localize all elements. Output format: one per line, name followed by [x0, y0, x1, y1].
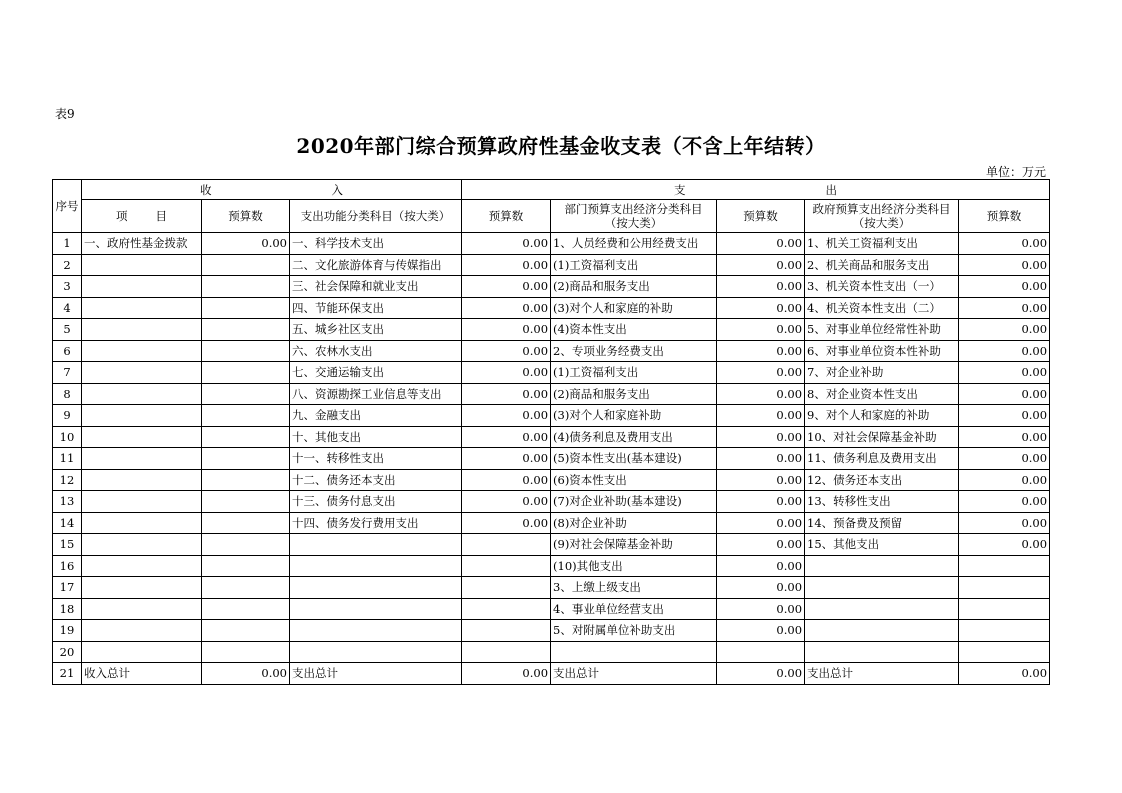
table-row [53, 297, 1050, 319]
table-row [53, 663, 1050, 685]
income-item-cell [82, 319, 202, 341]
gov-econ-budget-cell: 0.00 [959, 340, 1050, 362]
table-row [53, 620, 1050, 642]
function-class-item-cell: 九、金融支出 [290, 405, 462, 427]
income-budget-cell [202, 340, 290, 362]
gov-econ-item-cell: 8、对企业资本性支出 [805, 383, 959, 405]
income-budget-cell [202, 276, 290, 298]
dept-econ-item-cell: 支出总计 [551, 663, 717, 685]
income-budget-cell [202, 534, 290, 556]
table-row [53, 534, 1050, 556]
function-class-item-cell [290, 620, 462, 642]
function-class-budget-cell: 0.00 [462, 383, 551, 405]
function-class-budget-cell: 0.00 [462, 469, 551, 491]
gov-econ-budget-cell: 0.00 [959, 254, 1050, 276]
income-budget-cell [202, 297, 290, 319]
dept-econ-budget-cell: 0.00 [717, 319, 805, 341]
function-class-item-cell: 八、资源勘探工业信息等支出 [290, 383, 462, 405]
item-header-b: 目 [155, 209, 167, 223]
row-number-cell: 7 [53, 362, 82, 384]
dept-econ-item-cell: 3、上缴上级支出 [551, 577, 717, 599]
gov-econ-item-cell: 3、机关资本性支出（一） [805, 276, 959, 298]
function-class-item-cell: 二、文化旅游体育与传媒指出 [290, 254, 462, 276]
table-row [53, 555, 1050, 577]
gov-econ-item-cell: 15、其他支出 [805, 534, 959, 556]
expense-header-b: 出 [825, 182, 838, 197]
table-row [53, 254, 1050, 276]
income-item-cell [82, 641, 202, 663]
dept-econ-item-cell: (5)资本性支出(基本建设) [551, 448, 717, 470]
table-row [53, 469, 1050, 491]
income-budget-cell [202, 598, 290, 620]
function-class-budget-cell: 0.00 [462, 276, 551, 298]
function-class-budget-cell [462, 534, 551, 556]
table-row [53, 319, 1050, 341]
income-item-cell [82, 362, 202, 384]
dept-econ-item-cell: (3)对个人和家庭的补助 [551, 297, 717, 319]
expense-header-a: 支 [674, 182, 686, 197]
table-row [53, 233, 1050, 255]
gov-econ-item-cell [805, 598, 959, 620]
dept-econ-item-cell: 4、事业单位经营支出 [551, 598, 717, 620]
function-class-budget-cell: 0.00 [462, 254, 551, 276]
gov-econ-item-cell: 13、转移性支出 [805, 491, 959, 513]
income-budget-cell [202, 254, 290, 276]
expense-header [462, 180, 1050, 200]
gov-econ-item-cell: 10、对社会保障基金补助 [805, 426, 959, 448]
table-row [53, 383, 1050, 405]
dept-econ-budget-cell: 0.00 [717, 405, 805, 427]
gov-econ-budget-cell: 0.00 [959, 362, 1050, 384]
function-class-item-cell: 七、交通运输支出 [290, 362, 462, 384]
dept-econ-item-cell: (1)工资福利支出 [551, 254, 717, 276]
income-item-cell [82, 555, 202, 577]
dept-econ-budget-cell: 0.00 [717, 512, 805, 534]
dept-econ-item-cell: (10)其他支出 [551, 555, 717, 577]
table-row [53, 641, 1050, 663]
row-number-cell: 6 [53, 340, 82, 362]
income-budget-cell [202, 491, 290, 513]
gov-econ-budget-cell [959, 598, 1050, 620]
gov-econ-budget-cell: 0.00 [959, 405, 1050, 427]
dept-econ-item-cell [551, 641, 717, 663]
row-number-cell: 2 [53, 254, 82, 276]
income-budget-cell [202, 620, 290, 642]
dept-econ-item-cell: (2)商品和服务支出 [551, 276, 717, 298]
func-budget-header: 预算数 [462, 200, 551, 233]
income-budget-cell [202, 405, 290, 427]
gov-econ-budget-cell: 0.00 [959, 491, 1050, 513]
dept-econ-budget-cell: 0.00 [717, 555, 805, 577]
row-number-cell: 21 [53, 663, 82, 685]
income-budget-cell [202, 319, 290, 341]
func-class-header: 支出功能分类科目（按大类） [290, 200, 462, 233]
dept-econ-item-cell: (7)对企业补助(基本建设) [551, 491, 717, 513]
function-class-item-cell [290, 641, 462, 663]
item-header-a: 项 [116, 209, 128, 223]
income-item-cell [82, 598, 202, 620]
row-number-cell: 16 [53, 555, 82, 577]
function-class-item-cell: 一、科学技术支出 [290, 233, 462, 255]
dept-econ-budget-cell: 0.00 [717, 297, 805, 319]
unit-label: 单位：万元 [985, 165, 1046, 179]
gov-econ-budget-cell: 0.00 [959, 469, 1050, 491]
gov-econ-budget-cell: 0.00 [959, 426, 1050, 448]
income-item-cell [82, 491, 202, 513]
function-class-budget-cell: 0.00 [462, 297, 551, 319]
dept-budget-header: 预算数 [717, 200, 805, 233]
dept-econ-header-line1: 部门预算支出经济分类科目 [564, 202, 703, 216]
income-budget-cell [202, 362, 290, 384]
row-number-cell: 18 [53, 598, 82, 620]
dept-econ-budget-cell: 0.00 [717, 233, 805, 255]
gov-econ-item-cell: 11、债务利息及费用支出 [805, 448, 959, 470]
gov-econ-item-cell: 1、机关工资福利支出 [805, 233, 959, 255]
income-budget-cell: 0.00 [202, 233, 290, 255]
budget-table [52, 179, 1050, 685]
row-number-cell: 12 [53, 469, 82, 491]
gov-econ-item-cell: 12、债务还本支出 [805, 469, 959, 491]
gov-econ-budget-cell: 0.00 [959, 297, 1050, 319]
gov-econ-budget-cell: 0.00 [959, 512, 1050, 534]
row-number-cell: 19 [53, 620, 82, 642]
income-budget-cell: 0.00 [202, 663, 290, 685]
income-item-cell [82, 297, 202, 319]
function-class-budget-cell [462, 598, 551, 620]
dept-econ-budget-cell: 0.00 [717, 534, 805, 556]
income-item-cell [82, 426, 202, 448]
table-row [53, 340, 1050, 362]
function-class-budget-cell: 0.00 [462, 663, 551, 685]
income-item-cell [82, 620, 202, 642]
dept-econ-item-cell: (4)债务利息及费用支出 [551, 426, 717, 448]
row-number-cell: 14 [53, 512, 82, 534]
income-budget-cell [202, 512, 290, 534]
function-class-budget-cell [462, 555, 551, 577]
dept-econ-item-cell: (9)对社会保障基金补助 [551, 534, 717, 556]
table-row [53, 276, 1050, 298]
income-item-cell [82, 383, 202, 405]
table-row [53, 512, 1050, 534]
row-number-cell: 17 [53, 577, 82, 599]
dept-econ-item-cell: (2)商品和服务支出 [551, 383, 717, 405]
gov-econ-budget-cell [959, 555, 1050, 577]
income-item-cell [82, 512, 202, 534]
gov-econ-budget-cell: 0.00 [959, 448, 1050, 470]
income-item-cell [82, 340, 202, 362]
table-row [53, 405, 1050, 427]
dept-econ-item-cell: (4)资本性支出 [551, 319, 717, 341]
gov-econ-item-cell [805, 555, 959, 577]
gov-econ-budget-cell: 0.00 [959, 276, 1050, 298]
gov-econ-budget-cell [959, 577, 1050, 599]
function-class-item-cell: 六、农林水支出 [290, 340, 462, 362]
function-class-budget-cell: 0.00 [462, 340, 551, 362]
income-header-b: 入 [331, 182, 343, 197]
row-number-cell: 5 [53, 319, 82, 341]
function-class-budget-cell: 0.00 [462, 448, 551, 470]
dept-econ-budget-cell: 0.00 [717, 491, 805, 513]
function-class-budget-cell: 0.00 [462, 405, 551, 427]
function-class-item-cell: 十一、转移性支出 [290, 448, 462, 470]
page-title: 2020年部门综合预算政府性基金收支表（不含上年结转） [296, 134, 826, 158]
dept-econ-item-cell: 1、人员经费和公用经费支出 [551, 233, 717, 255]
income-header [82, 180, 462, 200]
dept-econ-item-cell: 2、专项业务经费支出 [551, 340, 717, 362]
gov-econ-item-cell [805, 577, 959, 599]
function-class-item-cell: 四、节能环保支出 [290, 297, 462, 319]
dept-econ-item-cell: (1)工资福利支出 [551, 362, 717, 384]
gov-budget-header: 预算数 [959, 200, 1050, 233]
gov-econ-item-cell: 6、对事业单位资本性补助 [805, 340, 959, 362]
table-row [53, 362, 1050, 384]
row-number-cell: 9 [53, 405, 82, 427]
gov-econ-header-line1: 政府预算支出经济分类科目 [812, 202, 951, 216]
header-row-2 [53, 200, 1050, 233]
income-budget-cell [202, 448, 290, 470]
gov-econ-budget-cell [959, 641, 1050, 663]
table-number-label: 表9 [55, 107, 75, 121]
income-budget-cell [202, 426, 290, 448]
gov-econ-item-cell: 2、机关商品和服务支出 [805, 254, 959, 276]
dept-econ-budget-cell: 0.00 [717, 383, 805, 405]
function-class-budget-cell [462, 620, 551, 642]
dept-econ-item-cell: (3)对个人和家庭补助 [551, 405, 717, 427]
dept-econ-budget-cell: 0.00 [717, 598, 805, 620]
function-class-budget-cell [462, 577, 551, 599]
income-item-cell: 一、政府性基金拨款 [82, 233, 202, 255]
item-header [82, 200, 202, 233]
function-class-item-cell: 支出总计 [290, 663, 462, 685]
function-class-item-cell: 十三、债务付息支出 [290, 491, 462, 513]
gov-econ-budget-cell: 0.00 [959, 319, 1050, 341]
dept-econ-budget-cell: 0.00 [717, 362, 805, 384]
dept-econ-budget-cell [717, 641, 805, 663]
dept-econ-header-line2: （按大类） [604, 216, 663, 230]
row-number-cell: 20 [53, 641, 82, 663]
dept-econ-item-cell: (8)对企业补助 [551, 512, 717, 534]
function-class-item-cell: 十四、债务发行费用支出 [290, 512, 462, 534]
income-item-cell: 收入总计 [82, 663, 202, 685]
income-item-cell [82, 534, 202, 556]
function-class-budget-cell [462, 641, 551, 663]
dept-econ-budget-cell: 0.00 [717, 276, 805, 298]
income-budget-cell [202, 469, 290, 491]
income-item-cell [82, 276, 202, 298]
dept-econ-budget-cell: 0.00 [717, 426, 805, 448]
gov-econ-item-cell: 5、对事业单位经常性补助 [805, 319, 959, 341]
function-class-budget-cell: 0.00 [462, 319, 551, 341]
table-row [53, 491, 1050, 513]
gov-econ-budget-cell: 0.00 [959, 233, 1050, 255]
dept-econ-item-cell: (6)资本性支出 [551, 469, 717, 491]
income-item-cell [82, 405, 202, 427]
function-class-item-cell: 五、城乡社区支出 [290, 319, 462, 341]
row-number-cell: 4 [53, 297, 82, 319]
function-class-item-cell: 三、社会保障和就业支出 [290, 276, 462, 298]
gov-econ-budget-cell: 0.00 [959, 534, 1050, 556]
function-class-item-cell: 十二、债务还本支出 [290, 469, 462, 491]
gov-econ-header [805, 200, 959, 233]
row-number-cell: 8 [53, 383, 82, 405]
gov-econ-item-cell: 14、预备费及预留 [805, 512, 959, 534]
gov-econ-budget-cell: 0.00 [959, 383, 1050, 405]
function-class-item-cell [290, 598, 462, 620]
header-row-1 [53, 180, 1050, 200]
income-header-a: 收 [200, 182, 212, 197]
gov-econ-item-cell [805, 641, 959, 663]
income-budget-header: 预算数 [202, 200, 290, 233]
function-class-budget-cell: 0.00 [462, 233, 551, 255]
income-item-cell [82, 469, 202, 491]
gov-econ-budget-cell: 0.00 [959, 663, 1050, 685]
income-budget-cell [202, 577, 290, 599]
dept-econ-budget-cell: 0.00 [717, 577, 805, 599]
dept-econ-budget-cell: 0.00 [717, 620, 805, 642]
dept-econ-budget-cell: 0.00 [717, 448, 805, 470]
income-item-cell [82, 577, 202, 599]
dept-econ-item-cell: 5、对附属单位补助支出 [551, 620, 717, 642]
table-row [53, 426, 1050, 448]
function-class-budget-cell: 0.00 [462, 491, 551, 513]
income-budget-cell [202, 641, 290, 663]
gov-econ-budget-cell [959, 620, 1050, 642]
function-class-budget-cell: 0.00 [462, 362, 551, 384]
function-class-item-cell: 十、其他支出 [290, 426, 462, 448]
row-number-cell: 10 [53, 426, 82, 448]
gov-econ-item-cell: 7、对企业补助 [805, 362, 959, 384]
row-number-cell: 3 [53, 276, 82, 298]
gov-econ-item-cell: 4、机关资本性支出（二） [805, 297, 959, 319]
row-number-cell: 11 [53, 448, 82, 470]
seq-header: 序号 [53, 180, 82, 233]
dept-econ-budget-cell: 0.00 [717, 469, 805, 491]
table-row [53, 577, 1050, 599]
gov-econ-item-cell: 支出总计 [805, 663, 959, 685]
function-class-budget-cell: 0.00 [462, 512, 551, 534]
dept-econ-header [551, 200, 717, 233]
income-item-cell [82, 254, 202, 276]
table-row [53, 598, 1050, 620]
function-class-budget-cell: 0.00 [462, 426, 551, 448]
income-budget-cell [202, 555, 290, 577]
table-row [53, 448, 1050, 470]
function-class-item-cell [290, 534, 462, 556]
row-number-cell: 13 [53, 491, 82, 513]
row-number-cell: 15 [53, 534, 82, 556]
row-number-cell: 1 [53, 233, 82, 255]
dept-econ-budget-cell: 0.00 [717, 663, 805, 685]
income-item-cell [82, 448, 202, 470]
gov-econ-item-cell: 9、对个人和家庭的补助 [805, 405, 959, 427]
function-class-item-cell [290, 555, 462, 577]
gov-econ-item-cell [805, 620, 959, 642]
function-class-item-cell [290, 577, 462, 599]
dept-econ-budget-cell: 0.00 [717, 254, 805, 276]
dept-econ-budget-cell: 0.00 [717, 340, 805, 362]
income-budget-cell [202, 383, 290, 405]
gov-econ-header-line2: （按大类） [852, 216, 911, 230]
